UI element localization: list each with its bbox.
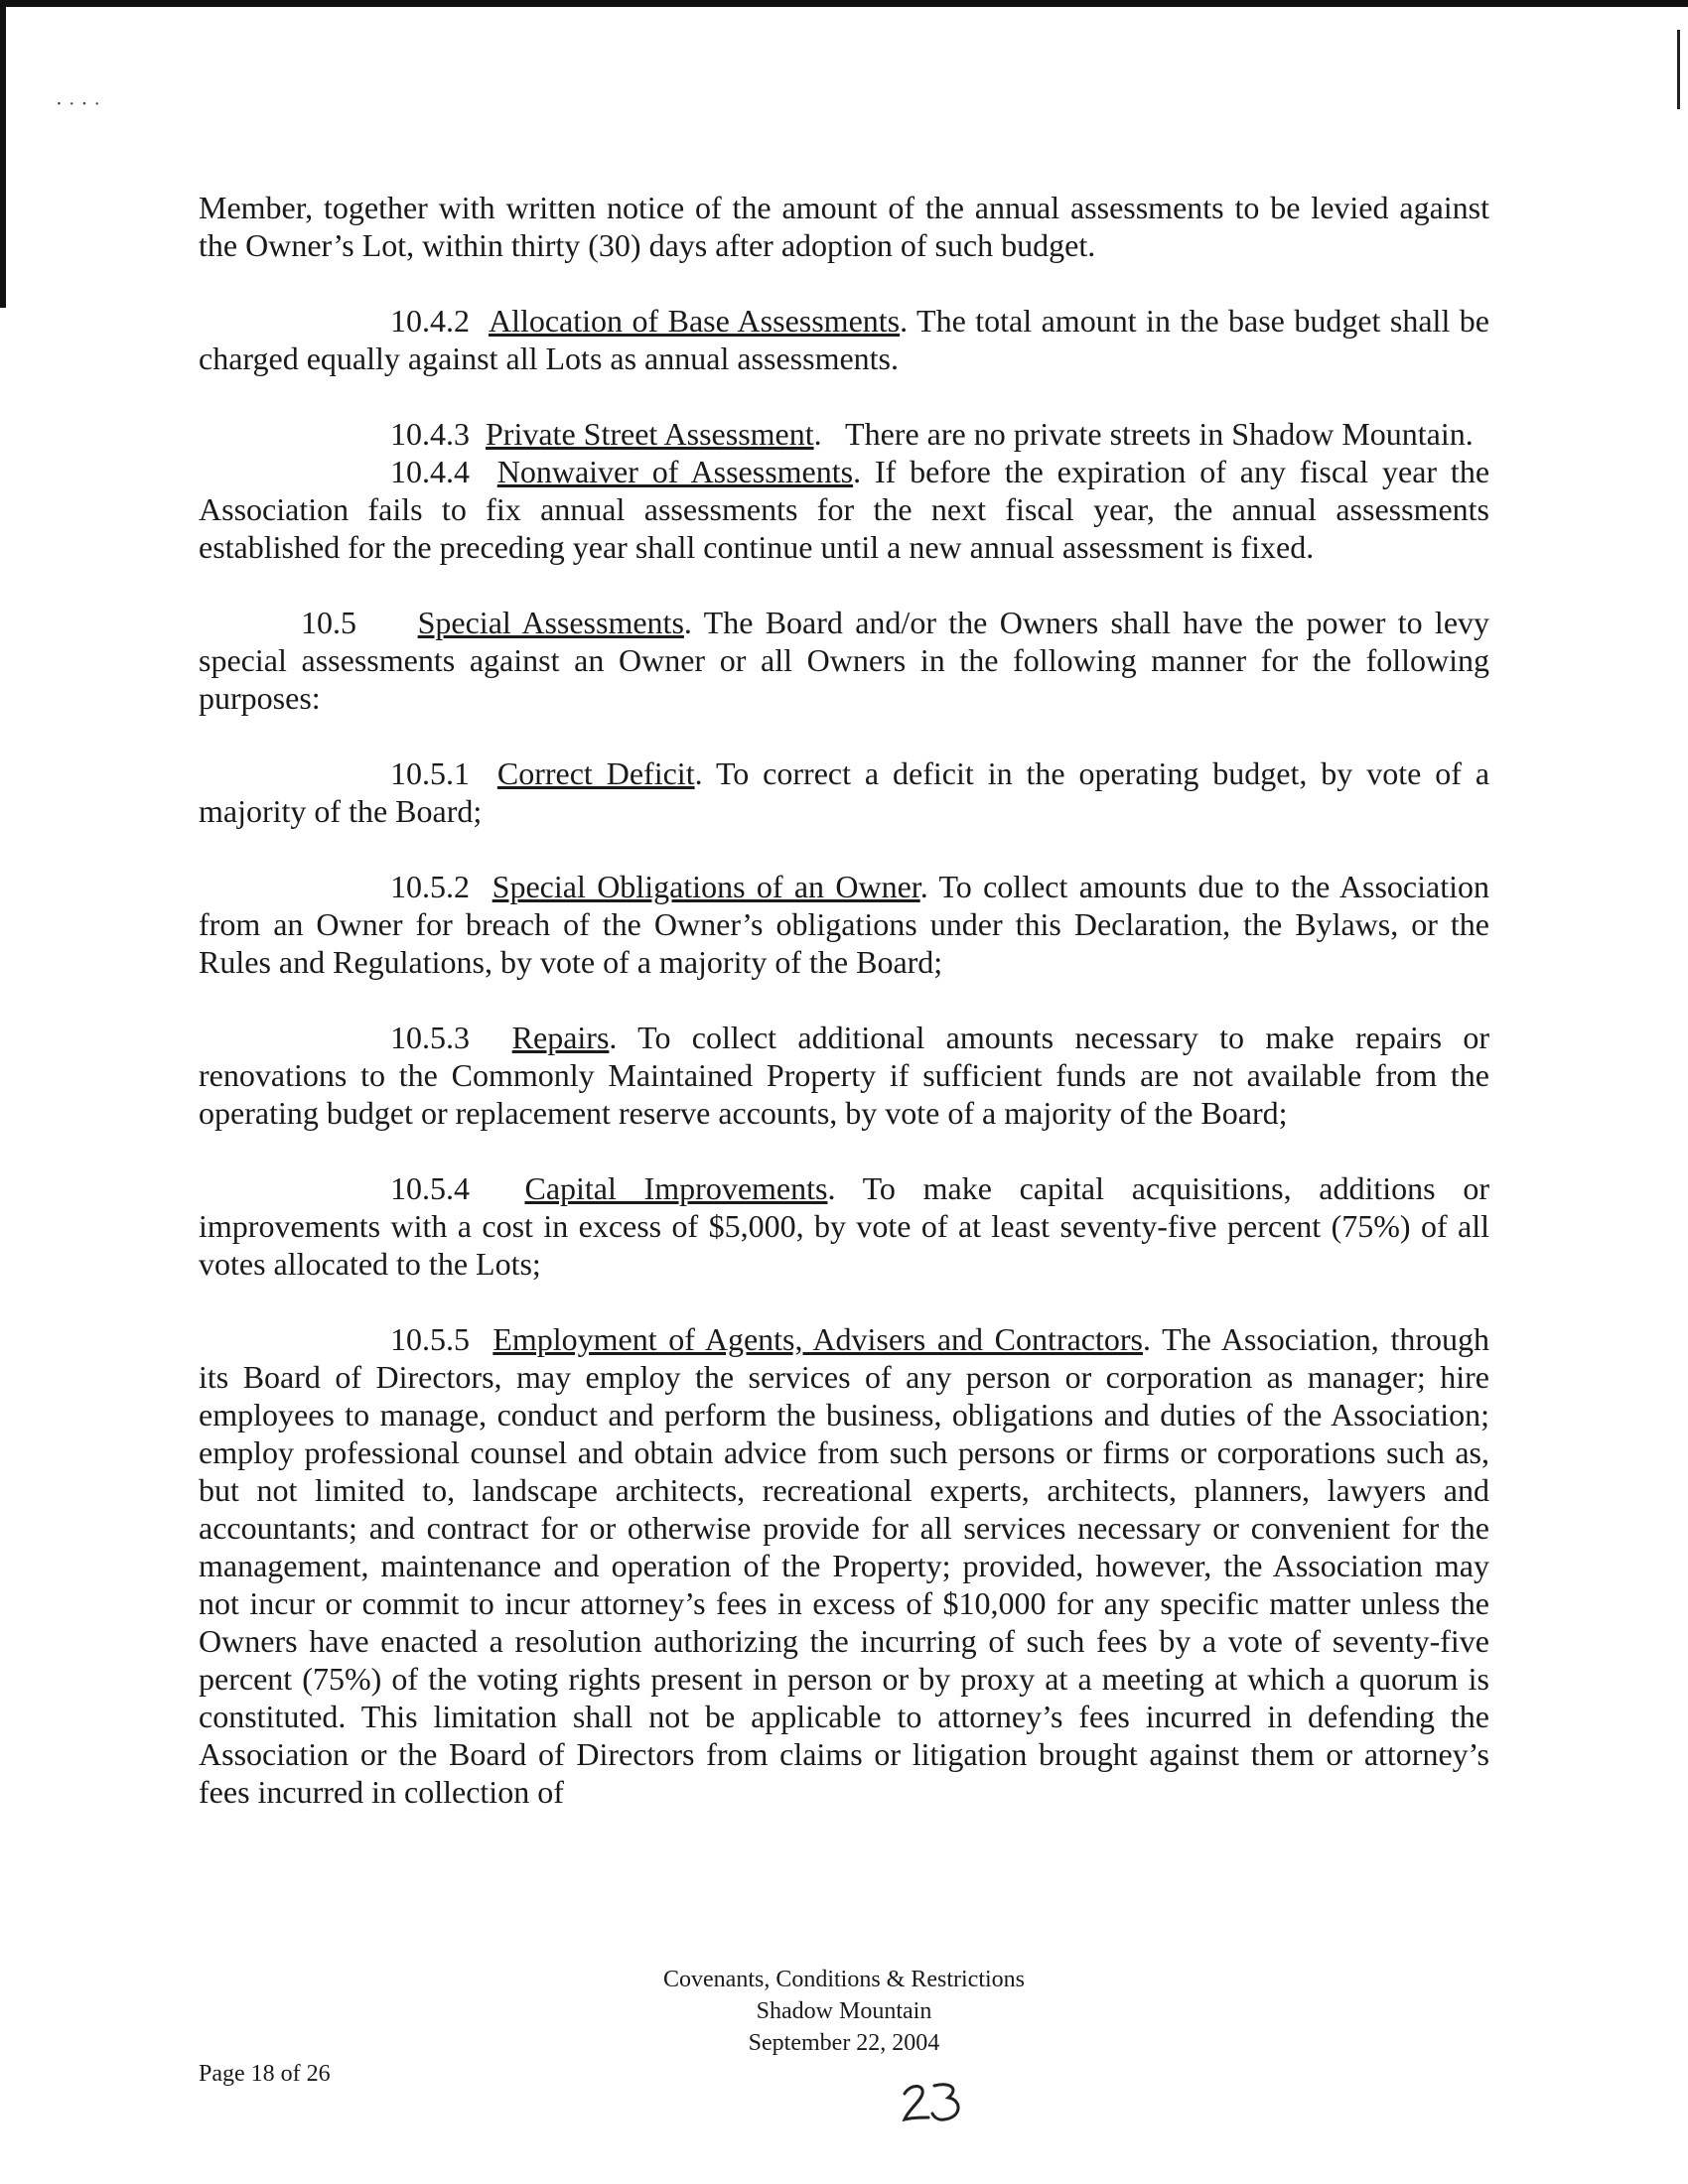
section-text: . To make capital acquisitions, additions or improvements with a cost in excess of $5,000, by vote of at least seventy-five percent (75%) of all votes allocated to the Lots;: [199, 1170, 1490, 1282]
section-10-4-3: [199, 415, 1489, 453]
scan-edge-mark: [1677, 30, 1680, 109]
section-title: Special Obligations of an Owner: [492, 869, 920, 904]
section-10-5-4: [199, 1169, 1489, 1283]
section-10-5-2: [199, 868, 1489, 981]
footer-date: September 22, 2004: [748, 2030, 940, 2056]
section-text: . The Board and/or the Owners shall have the power to levy special assessments against an Owner or all Owners in the following manner for the following purposes:: [199, 605, 1490, 716]
section-title: Special Assessments: [417, 605, 684, 640]
section-10-4-2: [199, 302, 1489, 377]
section-number: 10.4.2: [390, 303, 470, 339]
section-title: Private Street Assessment: [486, 416, 814, 452]
section-10-5-3: [199, 1019, 1489, 1132]
section-number: 10.5.1: [390, 755, 470, 791]
section-text: . The total amount in the base budget shall be charged equally against all Lots as annual assessments.: [199, 303, 1490, 376]
footer-project: Shadow Mountain: [756, 1998, 932, 2024]
scan-corner-marks: ⋅·⋅·: [56, 93, 107, 115]
section-text: . To collect amounts due to the Association from an Owner for breach of the Owner’s obligations under this Declaration, the Bylaws, or the Rules and Regulations, by vote of a majority of the Board;: [199, 869, 1490, 980]
section-10-4-4: [199, 453, 1489, 566]
document-body: [199, 189, 1489, 1811]
section-10-5: [199, 604, 1489, 717]
scan-top-border: [0, 0, 1688, 7]
footer-title: Covenants, Conditions & Restrictions: [663, 1967, 1025, 1992]
section-text: . To collect additional amounts necessary to make repairs or renovations to the Commonly Maintained Property if sufficient funds are not available from the operating budget or replacement reserve accounts, by vote of a majority of the Board;: [199, 1020, 1490, 1131]
paragraph-continued: Member, together with written notice of the amount of the annual assessments to be levied against the Owner’s Lot, within thirty (30) days after adoption of such budget.: [199, 190, 1489, 263]
section-text: . To correct a deficit in the operating budget, by vote of a majority of the Board;: [199, 755, 1490, 829]
section-text: . There are no private streets in Shadow Mountain.: [813, 416, 1474, 452]
section-title: Capital Improvements: [524, 1170, 828, 1206]
section-text: . The Association, through its Board of Directors, may employ the services of any person or corporation as manager; hire employees to manage, conduct and perform the business, obligations and duties of the Association; employ professional counsel and obtain advice from such persons or firms or corporations such as, but not limited to, landscape architects, recreational experts, architects, planners, lawyers and accountants; and contract for or otherwise provide for all services necessary or convenient for the management, maintenance and operation of the Property; provided, however, the Association may not incur or commit to incur attorney’s fees in excess of $10,000 for any specific matter unless the Owners have enacted a resolution authorizing the incurring of such fees by a vote of seventy-five percent (75%) of the voting rights present in person or by proxy at a meeting at which a quorum is constituted. This limitation shall not be applicable to attorney’s fees incurred in defending the Association or the Board of Directors from claims or litigation brought against them or attorney’s fees incurred in collection of: [199, 1321, 1490, 1810]
section-number: 10.5: [301, 605, 356, 640]
section-title: Correct Deficit: [496, 755, 695, 791]
section-title: Employment of Agents, Advisers and Contractors: [492, 1321, 1143, 1357]
document-footer: [546, 1964, 1142, 2059]
page-number: Page 18 of 26: [199, 2061, 331, 2087]
section-number: 10.5.2: [390, 869, 470, 904]
handwritten-page-number: [899, 2080, 968, 2127]
section-number: 10.5.4: [390, 1170, 470, 1206]
section-title: Nonwaiver of Assessments: [496, 454, 854, 489]
scan-left-border: [0, 0, 6, 308]
section-text: . If before the expiration of any fiscal year the Association fails to fix annual assessments for the next fiscal year, the annual assessments established for the preceding year shall continue until a new annual assessment is fixed.: [199, 454, 1490, 565]
section-number: 10.4.3: [390, 416, 470, 452]
section-title: Allocation of Base Assessments: [488, 303, 901, 339]
section-10-5-5: [199, 1320, 1489, 1811]
section-number: 10.5.5: [390, 1321, 470, 1357]
section-title: Repairs: [511, 1020, 610, 1055]
section-number: 10.5.3: [390, 1020, 470, 1055]
section-10-5-1: [199, 754, 1489, 830]
section-number: 10.4.4: [390, 454, 470, 489]
